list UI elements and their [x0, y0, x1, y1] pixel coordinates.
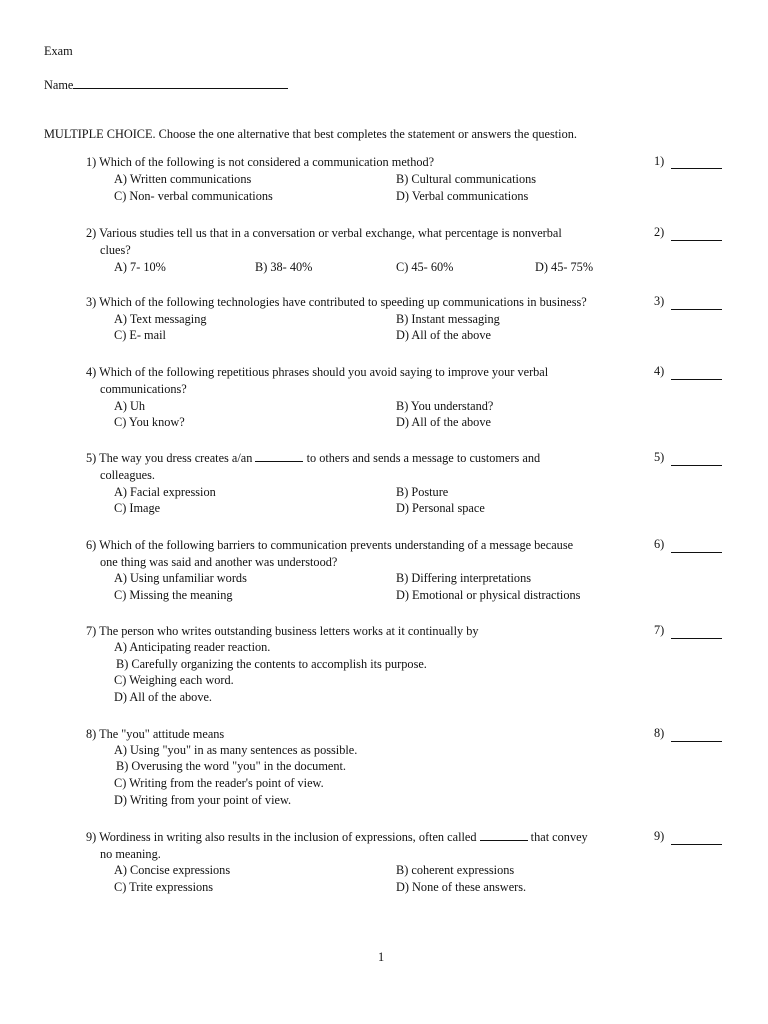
option-c: C) Image: [114, 501, 161, 515]
question-stem-part-b: to others and sends a message to customers and: [306, 451, 541, 465]
option-a: A) Anticipating reader reaction.: [114, 640, 271, 654]
answer-number: 1): [654, 154, 665, 168]
option-d: D) All of the above: [396, 415, 491, 429]
answer-number: 5): [654, 450, 665, 464]
option-d: D) Emotional or physical distractions: [396, 588, 581, 602]
question-stem-cont: no meaning.: [100, 846, 161, 861]
question-stem: 7) The person who writes outstanding business letters works at it continually by: [86, 624, 479, 638]
question-stem-line: 2) Various studies tell us that in a conversation or verbal exchange, what percentage is nonverbal: [86, 226, 562, 240]
option-d: D) All of the above.: [114, 690, 213, 704]
answer-blank[interactable]: [671, 465, 722, 466]
option-b: B) Cultural communications: [396, 172, 537, 186]
option-b: B) You understand?: [396, 399, 494, 413]
question-stem-cont: communications?: [100, 381, 187, 396]
question-stem-line: 4) Which of the following repetitious phrases should you avoid saying to improve your verbal: [86, 365, 549, 379]
option-b: B) Differing interpretations: [396, 571, 532, 585]
question-stem: [86, 829, 646, 862]
name-blank-line[interactable]: [73, 77, 288, 89]
answer-number: 2): [654, 225, 665, 239]
option-b: B) Instant messaging: [396, 312, 500, 326]
option-d: D) Verbal communications: [396, 189, 529, 203]
answer-blank[interactable]: [671, 379, 722, 380]
answer-blank[interactable]: [671, 168, 722, 169]
question-stem: 8) The "you" attitude means: [86, 727, 225, 741]
question-stem-part-a: 9) Wordiness in writing also results in the inclusion of expressions, often called: [86, 830, 477, 844]
option-a: A) Written communications: [114, 172, 252, 186]
option-d: D) All of the above: [396, 328, 491, 342]
option-d: D) 45- 75%: [535, 260, 594, 274]
option-c: C) E- mail: [114, 328, 166, 342]
answer-number: 4): [654, 364, 665, 378]
option-c: C) You know?: [114, 415, 185, 429]
question-stem-part-a: 5) The way you dress creates a/an: [86, 451, 253, 465]
option-a: A) Facial expression: [114, 485, 216, 499]
instructions: MULTIPLE CHOICE. Choose the one alternative that best completes the statement or answers the question.: [44, 127, 577, 141]
question-stem-cont: one thing was said and another was understood?: [100, 554, 338, 569]
option-d: D) Personal space: [396, 501, 485, 515]
option-a: A) Using unfamiliar words: [114, 571, 247, 585]
option-d: D) Writing from your point of view.: [114, 793, 292, 807]
answer-number: 8): [654, 726, 665, 740]
answer-number: 3): [654, 294, 665, 308]
page-number: 1: [378, 950, 385, 964]
option-a: A) Text messaging: [114, 312, 207, 326]
answer-blank[interactable]: [671, 638, 722, 639]
question-stem: [86, 450, 646, 483]
option-c: C) Non- verbal communications: [114, 189, 273, 203]
answer-blank[interactable]: [671, 552, 722, 553]
option-b: B) coherent expressions: [396, 863, 515, 877]
question-stem-part-b: that convey: [530, 830, 588, 844]
option-b: B) Posture: [396, 485, 449, 499]
question-stem-cont: clues?: [100, 242, 131, 257]
option-a: A) Uh: [114, 399, 146, 413]
answer-number: 9): [654, 829, 665, 843]
exam-title: Exam: [44, 44, 73, 58]
option-c: C) Missing the meaning: [114, 588, 233, 602]
question-stem: [86, 364, 646, 397]
question-stem: 1) Which of the following is not considered a communication method?: [86, 155, 435, 169]
option-a: A) Using "you" in as many sentences as possible.: [114, 743, 358, 757]
option-c: C) Trite expressions: [114, 880, 214, 894]
fill-in-blank: [480, 830, 528, 841]
option-b: B) 38- 40%: [255, 260, 313, 274]
name-label: Name: [44, 78, 74, 92]
answer-number: 7): [654, 623, 665, 637]
name-field[interactable]: [44, 77, 288, 93]
answer-blank[interactable]: [671, 240, 722, 241]
question-stem-cont: colleagues.: [100, 467, 155, 482]
question-stem-line: 6) Which of the following barriers to communication prevents understanding of a message because: [86, 538, 574, 552]
option-b: B) Overusing the word "you" in the document.: [116, 759, 346, 773]
option-c: C) 45- 60%: [396, 260, 454, 274]
option-b: B) Carefully organizing the contents to accomplish its purpose.: [116, 657, 427, 671]
option-c: C) Weighing each word.: [114, 673, 234, 687]
option-d: D) None of these answers.: [396, 880, 527, 894]
answer-blank[interactable]: [671, 309, 722, 310]
question-stem: 3) Which of the following technologies have contributed to speeding up communications in business?: [86, 295, 587, 309]
answer-blank[interactable]: [671, 741, 722, 742]
fill-in-blank: [255, 451, 303, 462]
option-c: C) Writing from the reader's point of view.: [114, 776, 324, 790]
question-stem: [86, 225, 646, 258]
answer-number: 6): [654, 537, 665, 551]
option-a: A) 7- 10%: [114, 260, 166, 274]
question-stem: [86, 537, 646, 570]
answer-blank[interactable]: [671, 844, 722, 845]
option-a: A) Concise expressions: [114, 863, 231, 877]
